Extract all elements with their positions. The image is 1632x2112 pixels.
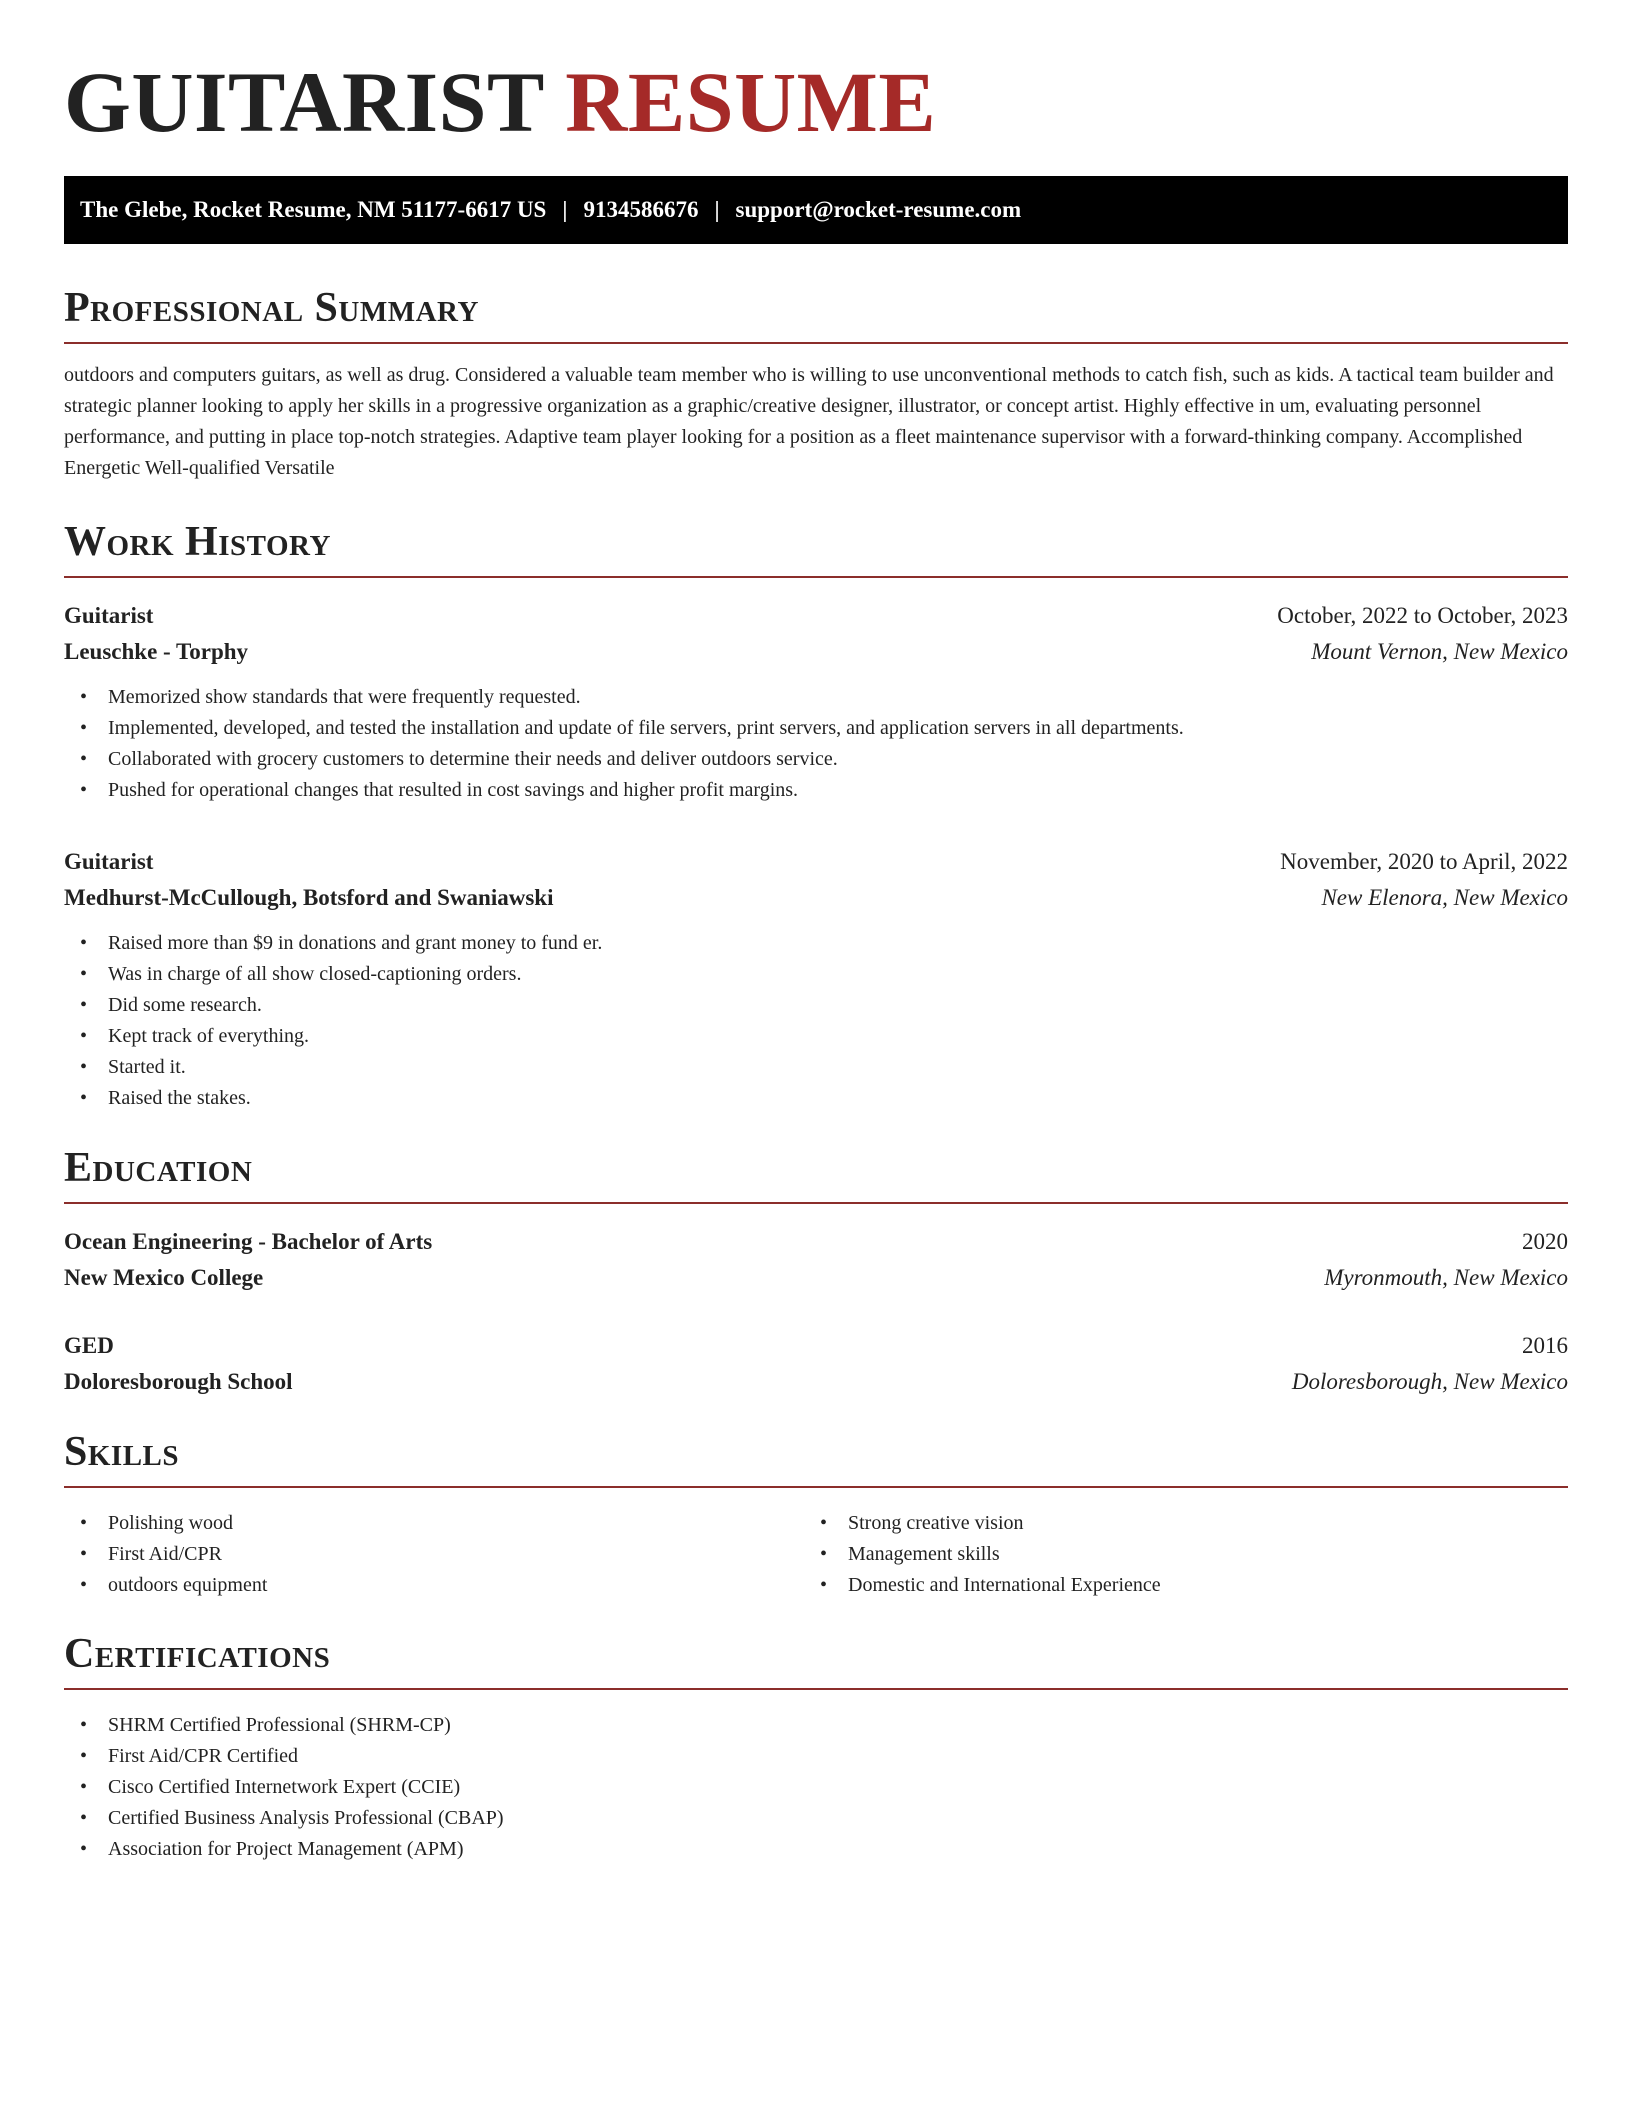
resume-title xyxy=(64,52,936,152)
list-item: • Management skills xyxy=(804,1539,1544,1570)
list-item: • First Aid/CPR xyxy=(64,1539,804,1570)
education-school: Doloresborough School xyxy=(64,1369,293,1394)
list-item: • outdoors equipment xyxy=(64,1570,804,1601)
section-heading-work-history: Work History xyxy=(64,518,1568,578)
job-title: Guitarist xyxy=(64,603,154,628)
contact-bar xyxy=(64,176,1568,244)
job-title: Guitarist xyxy=(64,849,154,874)
job-bullets xyxy=(64,928,1568,1114)
skills-section xyxy=(64,1428,1568,1601)
list-item: • Collaborated with grocery customers to determine their needs and deliver outdoors service. xyxy=(64,744,1568,775)
work-history-section xyxy=(64,518,1568,1114)
job-bullets xyxy=(64,682,1568,806)
list-item: • SHRM Certified Professional (SHRM-CP) xyxy=(64,1710,1568,1741)
list-item: • Strong creative vision xyxy=(804,1508,1544,1539)
list-item: • Association for Project Management (APM) xyxy=(64,1834,1568,1865)
job-entry xyxy=(64,598,1568,806)
list-item: • First Aid/CPR Certified xyxy=(64,1741,1568,1772)
list-item: • Polishing wood xyxy=(64,1508,804,1539)
list-item: • Raised the stakes. xyxy=(64,1083,1568,1114)
list-item: • Pushed for operational changes that resulted in cost savings and higher profit margins. xyxy=(64,775,1568,806)
education-entry xyxy=(64,1328,1568,1400)
list-item: • Cisco Certified Internetwork Expert (CCIE) xyxy=(64,1772,1568,1803)
section-heading-skills: Skills xyxy=(64,1428,1568,1488)
education-year: 2020 xyxy=(1522,1229,1568,1254)
certifications-list xyxy=(64,1710,1568,1865)
list-item: • Was in charge of all show closed-captioning orders. xyxy=(64,959,1568,990)
title-second-word: RESUME xyxy=(565,54,937,150)
list-item: • Certified Business Analysis Professional (CBAP) xyxy=(64,1803,1568,1834)
list-item: • Domestic and International Experience xyxy=(804,1570,1544,1601)
education-degree-row xyxy=(64,1328,1568,1364)
contact-address: The Glebe, Rocket Resume, NM 51177-6617 US xyxy=(80,197,547,222)
education-degree: GED xyxy=(64,1333,114,1358)
education-entry xyxy=(64,1224,1568,1296)
education-year: 2016 xyxy=(1522,1333,1568,1358)
list-item: • Implemented, developed, and tested the installation and update of file servers, print servers, and application servers in all departments. xyxy=(64,713,1568,744)
education-degree: Ocean Engineering - Bachelor of Arts xyxy=(64,1229,433,1254)
list-item: • Raised more than $9 in donations and grant money to fund er. xyxy=(64,928,1568,959)
education-school-row xyxy=(64,1364,1568,1400)
summary-section xyxy=(64,284,1568,484)
education-degree-row xyxy=(64,1224,1568,1260)
education-school: New Mexico College xyxy=(64,1265,264,1290)
skills-grid xyxy=(64,1508,1568,1601)
list-item: • Started it. xyxy=(64,1052,1568,1083)
list-item: • Kept track of everything. xyxy=(64,1021,1568,1052)
list-item: • Did some research. xyxy=(64,990,1568,1021)
job-company: Leuschke - Torphy xyxy=(64,639,249,664)
contact-phone: 9134586676 xyxy=(583,197,699,222)
section-heading-education: Education xyxy=(64,1144,1568,1204)
contact-separator: | xyxy=(562,197,568,222)
skills-list-right xyxy=(804,1508,1544,1601)
education-section xyxy=(64,1144,1568,1400)
job-company-row xyxy=(64,634,1568,670)
job-company: Medhurst-McCullough, Botsford and Swaniawski xyxy=(64,885,554,910)
job-dates: October, 2022 to October, 2023 xyxy=(1277,603,1568,628)
job-header-row xyxy=(64,598,1568,634)
title-first-word: GUITARIST xyxy=(64,54,544,150)
section-heading-certifications: Certifications xyxy=(64,1630,1568,1690)
job-company-row xyxy=(64,880,1568,916)
summary-text: outdoors and computers guitars, as well as drug. Considered a valuable team member who is willing to use unconventional methods to catch fish, such as kids. A tactical team builder and strategic planner looking to apply her skills in a progressive organization as a graphic/creative designer, illustrator, or concept artist. Highly effective in um, evaluating personnel performance, and putting in place top-notch strategies. Adaptive team player looking for a position as a fleet maintenance supervisor with a forward-thinking company. Accomplished Energetic Well-qualified Versatile xyxy=(64,364,1554,479)
job-entry xyxy=(64,844,1568,1114)
education-school-row xyxy=(64,1260,1568,1296)
job-location: New Elenora, New Mexico xyxy=(1321,885,1568,910)
section-heading-summary: Professional Summary xyxy=(64,284,1568,344)
contact-email: support@rocket-resume.com xyxy=(735,197,1022,222)
education-location: Myronmouth, New Mexico xyxy=(1324,1265,1568,1290)
list-item: • Memorized show standards that were frequently requested. xyxy=(64,682,1568,713)
skills-list-left xyxy=(64,1508,804,1601)
contact-separator: | xyxy=(714,197,720,222)
education-location: Doloresborough, New Mexico xyxy=(1291,1369,1568,1394)
job-header-row xyxy=(64,844,1568,880)
job-dates: November, 2020 to April, 2022 xyxy=(1280,849,1568,874)
certifications-section xyxy=(64,1630,1568,1865)
job-location: Mount Vernon, New Mexico xyxy=(1311,639,1568,664)
